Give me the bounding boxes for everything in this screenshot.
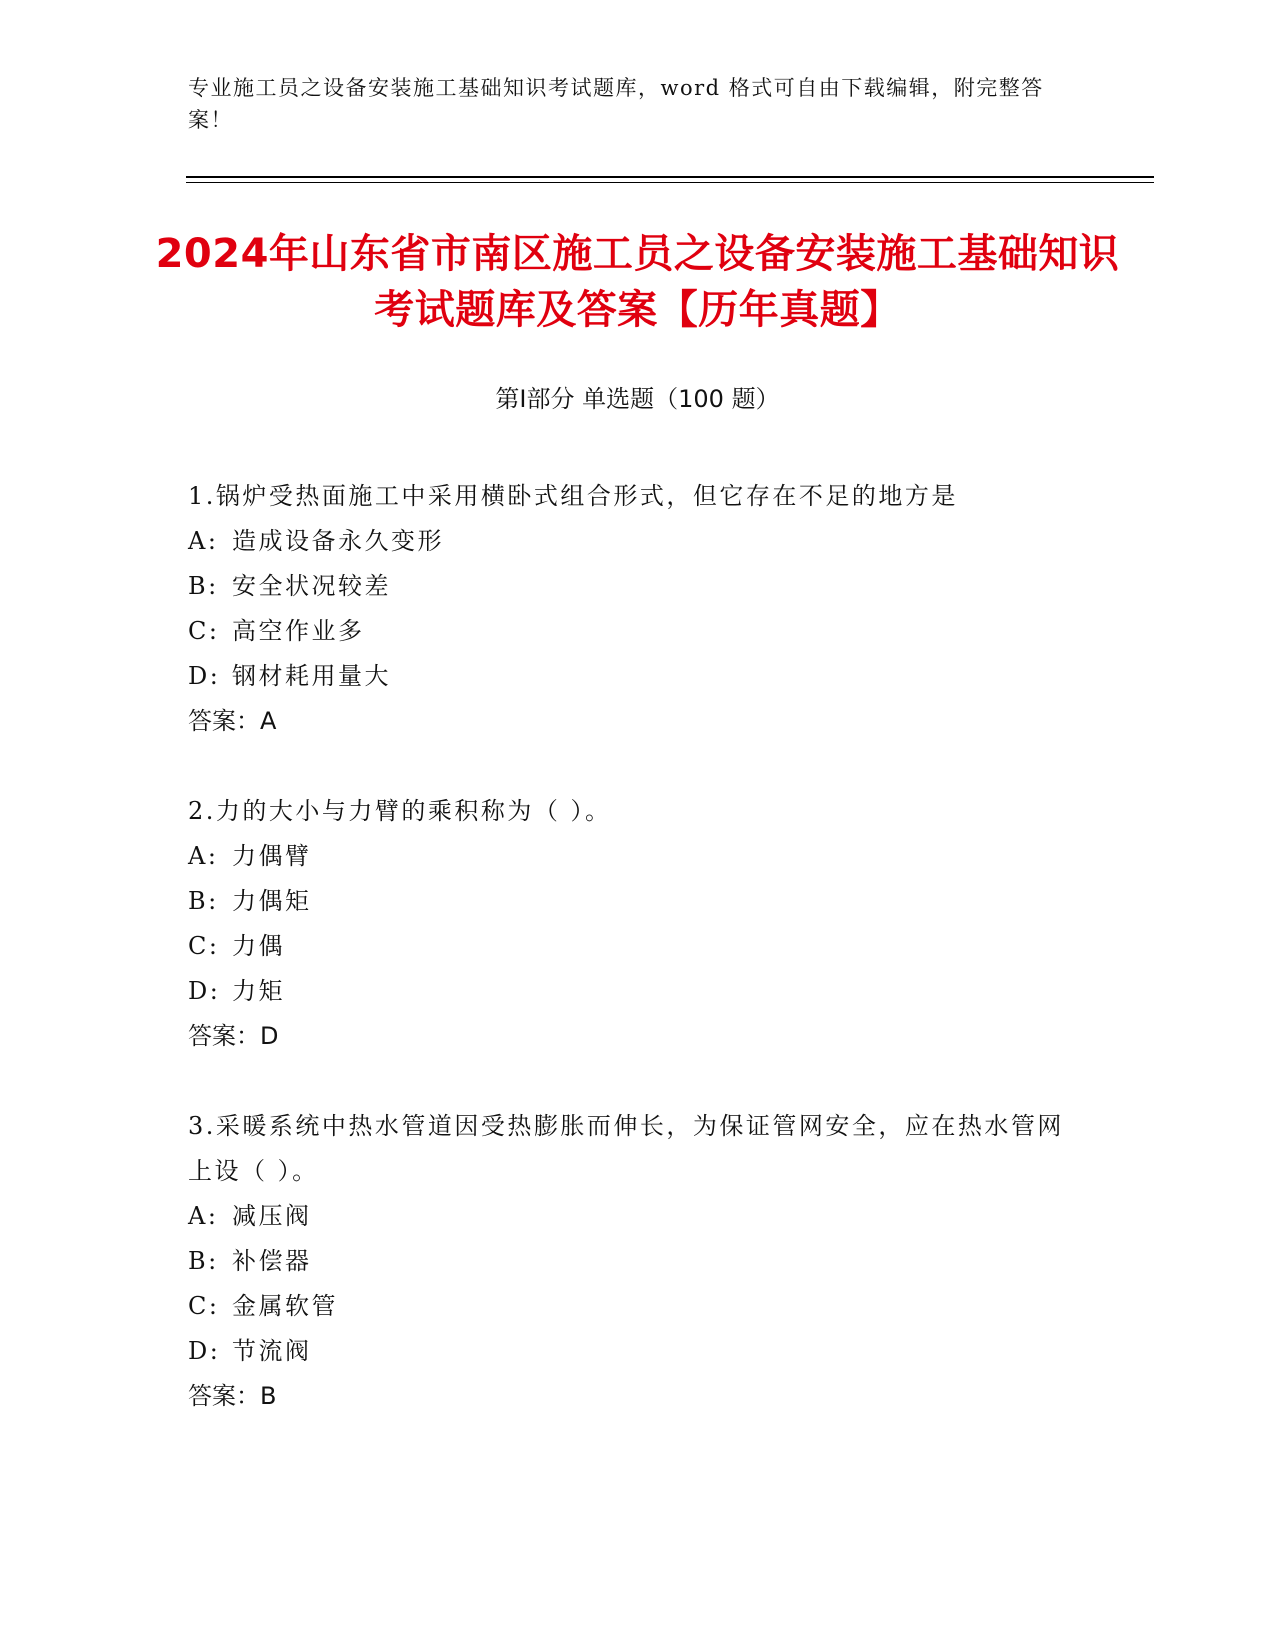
option-text: 力偶 xyxy=(232,932,285,960)
option-text: 造成设备永久变形 xyxy=(232,527,444,555)
answer-line xyxy=(188,699,1068,744)
option-letter: B: xyxy=(188,1247,219,1275)
answer-value: A xyxy=(260,707,277,735)
option-letter: B: xyxy=(188,887,219,915)
option-text: 力偶臂 xyxy=(232,842,312,870)
header-note: 专业施工员之设备安装施工基础知识考试题库，word 格式可自由下载编辑，附完整答案！ xyxy=(188,76,1044,132)
answer-value: D xyxy=(260,1022,279,1050)
option-a xyxy=(188,834,1068,879)
option-b xyxy=(188,564,1068,609)
question-stem: 2.力的大小与力臂的乘积称为（ ）。 xyxy=(188,797,612,825)
question-3 xyxy=(188,1104,1068,1419)
question-list xyxy=(188,474,1068,1464)
answer-line xyxy=(188,1014,1068,1059)
option-d xyxy=(188,654,1068,699)
header-divider-thick xyxy=(186,176,1154,178)
document-title: 2024年山东省市南区施工员之设备安装施工基础知识考试题库及答案【历年真题】 xyxy=(155,231,1120,333)
option-a xyxy=(188,1194,1068,1239)
option-a xyxy=(188,519,1068,564)
option-b xyxy=(188,879,1068,924)
option-letter: D: xyxy=(188,977,221,1005)
option-letter: C: xyxy=(188,617,220,645)
option-c xyxy=(188,924,1068,969)
answer-value: B xyxy=(260,1382,277,1410)
answer-label: 答案： xyxy=(188,1382,260,1410)
option-text: 力矩 xyxy=(232,977,285,1005)
option-text: 高空作业多 xyxy=(232,617,365,645)
option-letter: D: xyxy=(188,662,221,690)
question-stem: 3.采暖系统中热水管道因受热膨胀而伸长，为保证管网安全，应在热水管网上设（ ）。 xyxy=(188,1112,1064,1185)
question-2 xyxy=(188,789,1068,1059)
option-text: 减压阀 xyxy=(232,1202,312,1230)
option-d xyxy=(188,1329,1068,1374)
option-c xyxy=(188,1284,1068,1329)
option-letter: A: xyxy=(188,842,219,870)
option-letter: B: xyxy=(188,572,219,600)
answer-label: 答案： xyxy=(188,707,260,735)
question-stem: 1.锅炉受热面施工中采用横卧式组合形式，但它存在不足的地方是 xyxy=(188,482,958,510)
section-title: 第Ⅰ部分 单选题（100 题） xyxy=(495,385,780,413)
option-text: 节流阀 xyxy=(232,1337,312,1365)
option-letter: A: xyxy=(188,527,219,555)
option-text: 力偶矩 xyxy=(232,887,312,915)
answer-line xyxy=(188,1374,1068,1419)
option-d xyxy=(188,969,1068,1014)
option-letter: C: xyxy=(188,932,220,960)
option-letter: A: xyxy=(188,1202,219,1230)
option-text: 钢材耗用量大 xyxy=(232,662,391,690)
question-1 xyxy=(188,474,1068,744)
option-c xyxy=(188,609,1068,654)
option-b xyxy=(188,1239,1068,1284)
header-divider-thin xyxy=(186,182,1154,183)
option-text: 安全状况较差 xyxy=(232,572,391,600)
option-letter: D: xyxy=(188,1337,221,1365)
option-letter: C: xyxy=(188,1292,220,1320)
answer-label: 答案： xyxy=(188,1022,260,1050)
option-text: 金属软管 xyxy=(232,1292,338,1320)
option-text: 补偿器 xyxy=(232,1247,312,1275)
